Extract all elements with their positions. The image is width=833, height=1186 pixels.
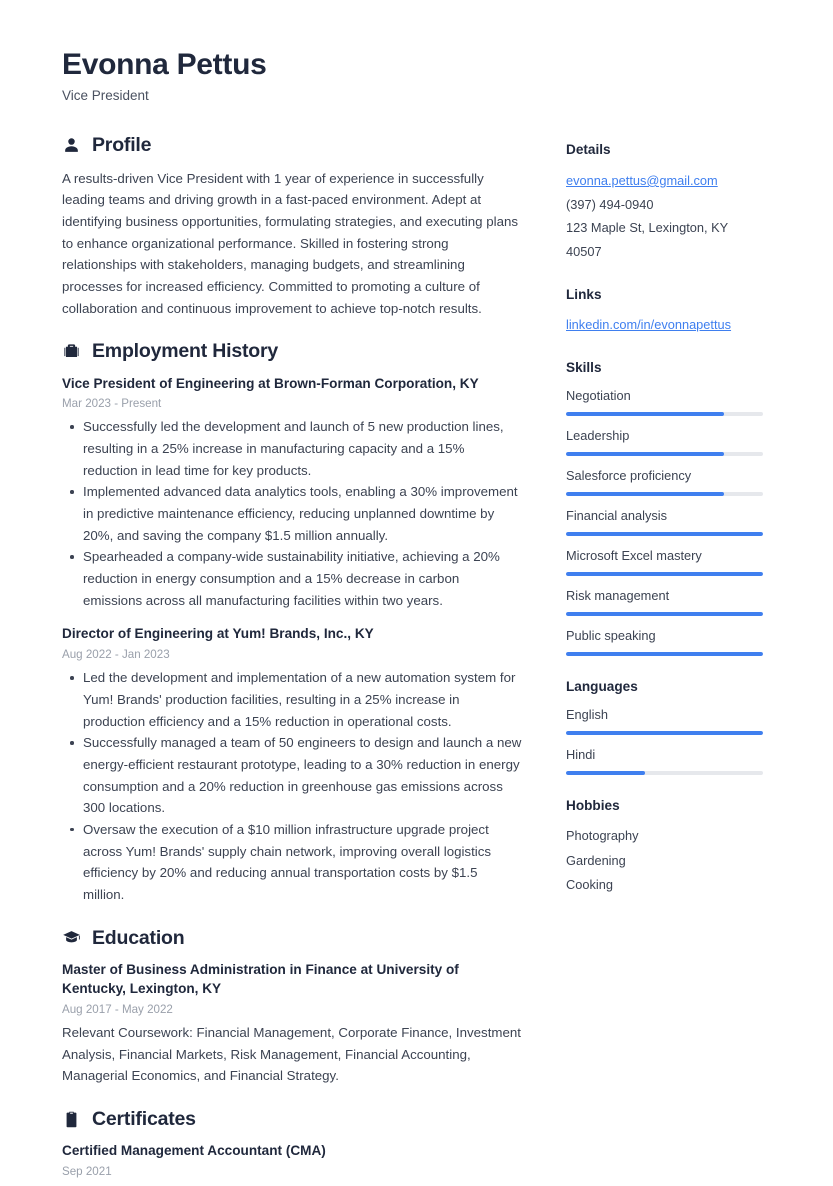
certificate-entry-date: Sep 2021 xyxy=(62,1164,112,1178)
skill-bar-fill xyxy=(566,532,763,536)
section-education-body xyxy=(62,960,522,1087)
skill-label: Financial analysis xyxy=(566,507,668,523)
resume-columns xyxy=(0,134,833,1186)
candidate-name: Evonna Pettus xyxy=(62,48,267,81)
profile-text: A results-driven Vice President with 1 year of experience in successfully leading teams and driving growth in a fast-paced environment. Adept at identifying business opportunities, formulating strategies, and executing plans to enhance organizational performance. Skilled in fostering strong relationships with stakeholders, managing budgets, and streamlining processes for increased efficiency. Committed to promoting a culture of collaboration and continuous improvement to achieve top-notch results. xyxy=(62,170,519,316)
sidebar-details-title: Details xyxy=(566,142,611,158)
skill-item xyxy=(566,387,766,416)
bullet-item: Spearheaded a company-wide sustainability initiative, achieving a 20% reduction in energy consumption and a 15% decrease in carbon emissions across all manufacturing facilities within two years. xyxy=(62,546,522,611)
skill-bar-track xyxy=(566,652,763,656)
sidebar-block-hobbies xyxy=(566,797,766,898)
skill-label: Leadership xyxy=(566,427,630,443)
sidebar-block-languages xyxy=(566,678,766,775)
employment-entry xyxy=(62,624,522,905)
language-item xyxy=(566,746,766,775)
skill-bar-fill xyxy=(566,412,724,416)
skill-bar-fill xyxy=(566,572,763,576)
section-profile-body xyxy=(62,168,522,320)
phone-text: (397) 494-0940 xyxy=(566,196,654,212)
skill-bar-track xyxy=(566,412,763,416)
section-certificates xyxy=(62,1108,522,1180)
employment-entry-bullets xyxy=(62,667,522,905)
bullet-item: Successfully led the development and launch of 5 new production lines, resulting in a 25% increase in manufacturing capacity and a 15% reduction in lead time for key products. xyxy=(62,416,522,481)
skill-bar-track xyxy=(566,532,763,536)
sidebar-links-title: Links xyxy=(566,286,602,302)
education-entry-description: Relevant Coursework: Financial Management, Corporate Finance, Investment Analysis, Financial Markets, Risk Management, Financial Accounting, Managerial Economics, and Financial Strategy. xyxy=(62,1024,521,1084)
bullet-item: Led the development and implementation of a new automation system for Yum! Brands' production facilities, resulting in a 25% increase in production efficiency and a 15% reduction in operational costs. xyxy=(62,667,522,732)
email-link[interactable]: evonna.pettus@gmail.com xyxy=(566,172,718,188)
skill-item xyxy=(566,427,766,456)
skill-item xyxy=(566,547,766,576)
skill-bar-fill xyxy=(566,612,763,616)
sidebar-block-links xyxy=(566,286,766,337)
employment-entry xyxy=(62,374,522,612)
bullet-item: Successfully managed a team of 50 engineers to design and launch a new energy-efficient restaurant prototype, leading to a 30% reduction in energy consumption and a 20% reduction in greenhouse gas emissions across 300 locations. xyxy=(62,732,522,819)
bullet-item: Implemented advanced data analytics tools, enabling a 30% improvement in predictive maintenance efficiency, reducing unplanned downtime by 20%, and saving the company $1.5 million annually. xyxy=(62,481,522,546)
main-column xyxy=(62,134,522,1186)
person-icon xyxy=(62,136,81,155)
hobby-item: Cooking xyxy=(566,877,613,893)
skill-label: Microsoft Excel mastery xyxy=(566,547,702,563)
certificate-entry xyxy=(62,1141,522,1180)
skill-label: Public speaking xyxy=(566,627,656,643)
skill-bar-track xyxy=(566,612,763,616)
section-certificates-body xyxy=(62,1141,522,1180)
skill-bar-fill xyxy=(566,452,724,456)
education-entry xyxy=(62,960,522,1087)
language-bar-track xyxy=(566,731,763,735)
sidebar-block-details xyxy=(566,141,766,263)
skill-bar-track xyxy=(566,452,763,456)
skill-label: Salesforce proficiency xyxy=(566,467,692,483)
clipboard-icon xyxy=(62,1110,81,1129)
skill-label: Risk management xyxy=(566,587,670,603)
graduation-cap-icon xyxy=(62,928,81,947)
bullet-item: Oversaw the execution of a $10 million infrastructure upgrade project across Yum! Brands' supply chain network, improving overall logistics efficiency by 20% and reducing annual transportation costs by $1.5 million. xyxy=(62,819,522,906)
section-certificates-header xyxy=(62,1108,522,1130)
certificate-entry-title: Certified Management Accountant (CMA) xyxy=(62,1143,326,1159)
address-text: 123 Maple St, Lexington, KY 40507 xyxy=(566,220,728,259)
linkedin-link[interactable]: linkedin.com/in/evonnapettus xyxy=(566,317,732,333)
skill-bar-fill xyxy=(566,652,763,656)
section-education xyxy=(62,927,522,1087)
sidebar-languages-title: Languages xyxy=(566,678,638,694)
employment-entry-title: Director of Engineering at Yum! Brands, Inc., KY xyxy=(62,626,374,642)
sidebar-column xyxy=(566,134,766,920)
section-profile xyxy=(62,134,522,319)
employment-entry-date: Aug 2022 - Jan 2023 xyxy=(62,647,170,661)
skill-item xyxy=(566,627,766,656)
section-profile-title: Profile xyxy=(92,134,152,157)
skill-item xyxy=(566,467,766,496)
section-certificates-title: Certificates xyxy=(92,1107,196,1130)
sidebar-skills-title: Skills xyxy=(566,359,602,375)
language-label: English xyxy=(566,706,608,722)
briefcase-icon xyxy=(62,342,81,361)
section-employment-title: Employment History xyxy=(92,340,279,363)
section-employment xyxy=(62,340,522,905)
section-employment-header xyxy=(62,340,522,362)
sidebar-hobbies-title: Hobbies xyxy=(566,797,620,813)
language-label: Hindi xyxy=(566,746,596,762)
hobby-item: Gardening xyxy=(566,852,626,868)
section-employment-body xyxy=(62,374,522,906)
hobby-item: Photography xyxy=(566,828,639,844)
skill-item xyxy=(566,587,766,616)
section-education-header xyxy=(62,927,522,949)
education-entry-date: Aug 2017 - May 2022 xyxy=(62,1002,173,1016)
employment-entry-title: Vice President of Engineering at Brown-Forman Corporation, KY xyxy=(62,375,479,391)
skill-bar-track xyxy=(566,492,763,496)
language-bar-fill xyxy=(566,771,645,775)
employment-entry-date: Mar 2023 - Present xyxy=(62,397,162,411)
skill-bar-fill xyxy=(566,492,724,496)
language-item xyxy=(566,706,766,735)
employment-entry-bullets xyxy=(62,416,522,611)
language-bar-track xyxy=(566,771,763,775)
skill-item xyxy=(566,507,766,536)
section-education-title: Education xyxy=(92,926,185,949)
skill-bar-track xyxy=(566,572,763,576)
resume-header xyxy=(0,0,833,104)
education-entry-title: Master of Business Administration in Finance at University of Kentucky, Lexington, KY xyxy=(62,961,459,997)
skill-label: Negotiation xyxy=(566,387,631,403)
section-profile-header xyxy=(62,134,522,156)
sidebar-block-skills xyxy=(566,359,766,656)
candidate-job-title: Vice President xyxy=(62,88,149,103)
language-bar-fill xyxy=(566,731,763,735)
